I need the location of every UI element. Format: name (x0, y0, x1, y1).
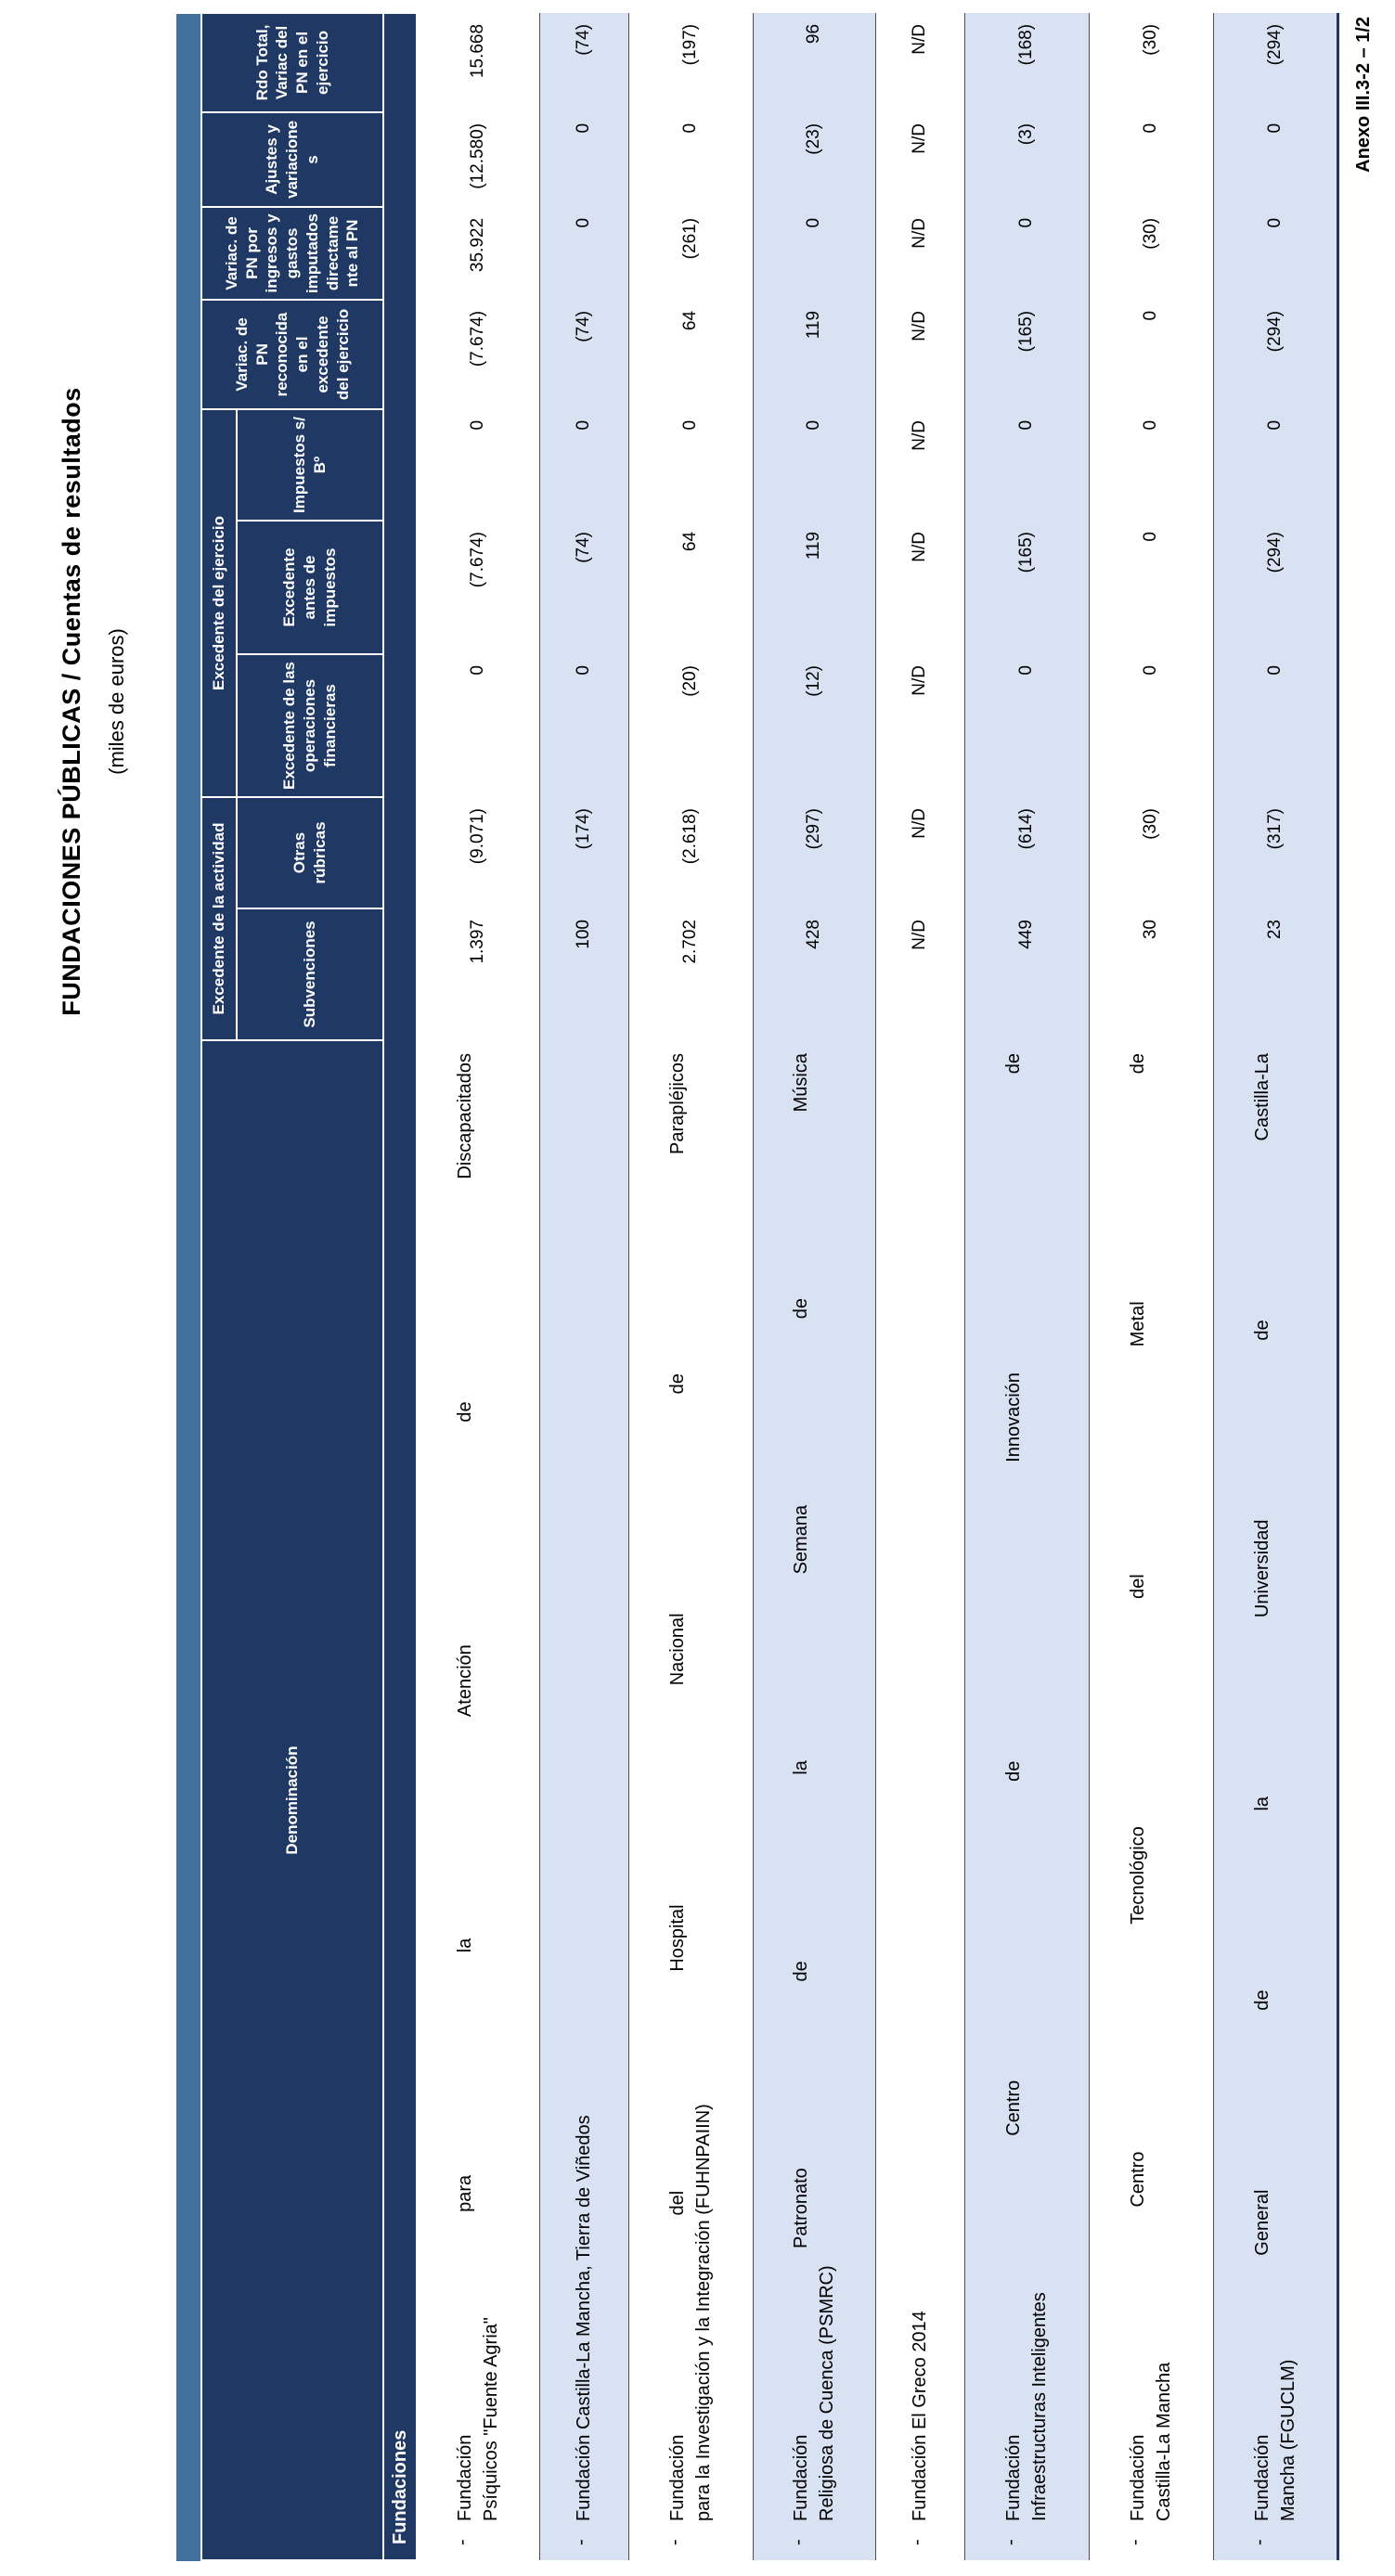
header-group-excedente-ejercicio: Excedente del ejercicio (201, 409, 237, 797)
value-cell: (7.674) (417, 521, 539, 654)
value-cell: 100 (539, 908, 628, 1040)
denominacion-cell (753, 1040, 875, 2560)
value-cell: 0 (1213, 112, 1337, 207)
value-cell: 2.702 (628, 908, 753, 1040)
value-cell: (165) (964, 521, 1089, 654)
fundaciones-results-table (200, 12, 1339, 2561)
fundacion-name: Fundación del Hospital Nacional de Parapléjicos para la Investigación y la Integración (FUHNPAIIN) (667, 1053, 714, 2521)
value-cell: (294) (1213, 521, 1337, 654)
value-cell: N/D (875, 112, 964, 207)
value-cell: 35.922 (417, 207, 539, 300)
row-dash-marker: - (788, 2539, 808, 2545)
title-block (58, 312, 129, 1091)
value-cell: 0 (1213, 409, 1337, 521)
value-cell: 119 (753, 521, 875, 654)
denominacion-cell (964, 1040, 1089, 2560)
fundacion-name: Fundación Centro Tecnológico del Metal de Castilla-La Mancha (1128, 1053, 1174, 2521)
denominacion-cell (875, 1040, 964, 2560)
table-row (1213, 13, 1337, 2560)
value-cell: (20) (628, 654, 753, 797)
row-dash-marker: - (907, 2539, 927, 2545)
header-rdo-total: Rdo Total, Variac del PN en el ejercicio (201, 13, 383, 112)
value-cell: (12.580) (417, 112, 539, 207)
header-subvenciones: Subvenciones (237, 908, 383, 1040)
header-group-excedente-actividad: Excedente de la actividad (201, 797, 237, 1040)
header-ajustes-variaciones: Ajustes y variaciones (201, 112, 383, 207)
header-variac-pn-imputados: Variac. de PN por ingresos y gastos imputados directamente al PN (201, 207, 383, 300)
fundacion-name: Fundación Patronato de la Semana de Música Religiosa de Cuenca (PSMRC) (791, 1053, 837, 2521)
table-row (628, 13, 753, 2560)
value-cell: 96 (753, 13, 875, 112)
value-cell: 0 (539, 654, 628, 797)
value-cell: 0 (417, 409, 539, 521)
value-cell: 0 (628, 112, 753, 207)
value-cell: 0 (1089, 521, 1213, 654)
header-group-row (201, 13, 237, 2560)
value-cell: (197) (628, 13, 753, 112)
table-row (964, 13, 1089, 2560)
value-cell: (168) (964, 13, 1089, 112)
value-cell: 0 (628, 409, 753, 521)
row-dash-marker: - (571, 2539, 591, 2545)
value-cell: (317) (1213, 797, 1337, 908)
value-cell: 0 (1089, 409, 1213, 521)
value-cell: 428 (753, 908, 875, 1040)
value-cell: N/D (875, 409, 964, 521)
value-cell: 23 (1213, 908, 1337, 1040)
denominacion-cell (539, 1040, 628, 2560)
value-cell: 0 (753, 207, 875, 300)
value-cell: 0 (964, 409, 1089, 521)
value-cell: (12) (753, 654, 875, 797)
value-cell: N/D (875, 654, 964, 797)
fundacion-name: Fundación El Greco 2014 (910, 2311, 930, 2521)
value-cell: 0 (964, 654, 1089, 797)
value-cell: 0 (1213, 207, 1337, 300)
value-cell: 0 (964, 207, 1089, 300)
denominacion-cell (628, 1040, 753, 2560)
header-excedente-antes-impuestos: Excedente antes de impuestos (237, 521, 383, 654)
fundacion-name: Fundación para la Atención de Discapacitados Psíquicos "Fuente Agria" (455, 1053, 502, 2521)
row-dash-marker: - (665, 2539, 685, 2545)
value-cell: N/D (875, 908, 964, 1040)
value-cell: N/D (875, 13, 964, 112)
section-row-fundaciones (383, 13, 417, 2560)
value-cell: (74) (539, 13, 628, 112)
value-cell: (30) (1089, 207, 1213, 300)
value-cell: 0 (753, 409, 875, 521)
value-cell: 0 (539, 207, 628, 300)
value-cell: N/D (875, 521, 964, 654)
annex-label: Anexo III.3-2 – 1/2 (1353, 17, 1374, 173)
value-cell: 64 (628, 300, 753, 409)
value-cell: (261) (628, 207, 753, 300)
value-cell: (9.071) (417, 797, 539, 908)
header-denominacion: Denominación (201, 1040, 383, 2560)
table-row (1089, 13, 1213, 2560)
fundacion-name: Fundación Centro de Innovación de Infraestructuras Inteligentes (1003, 1053, 1050, 2521)
value-cell: 1.397 (417, 908, 539, 1040)
row-dash-marker: - (1248, 2539, 1270, 2545)
row-dash-marker: - (1125, 2539, 1145, 2545)
value-cell: 30 (1089, 908, 1213, 1040)
value-cell: (294) (1213, 300, 1337, 409)
value-cell: N/D (875, 797, 964, 908)
value-cell: 449 (964, 908, 1089, 1040)
header-otras-rubricas: Otras rúbricas (237, 797, 383, 908)
fundacion-name: Fundación General de la Universidad de Castilla-La Mancha (FGUCLM) (1251, 1053, 1298, 2521)
value-cell: (74) (539, 300, 628, 409)
value-cell: (297) (753, 797, 875, 908)
value-cell: 0 (1213, 654, 1337, 797)
value-cell: (174) (539, 797, 628, 908)
value-cell: (30) (1089, 797, 1213, 908)
table-top-border-band (176, 14, 200, 2561)
value-cell: 0 (1089, 654, 1213, 797)
value-cell: 0 (417, 654, 539, 797)
header-excedente-operaciones-financieras: Excedente de las operaciones financieras (237, 654, 383, 797)
denominacion-cell (1089, 1040, 1213, 2560)
table-row (753, 13, 875, 2560)
value-cell: (74) (539, 521, 628, 654)
value-cell: 0 (539, 112, 628, 207)
value-cell: (614) (964, 797, 1089, 908)
value-cell: 15.668 (417, 13, 539, 112)
table-row (539, 13, 628, 2560)
value-cell: 0 (1089, 112, 1213, 207)
row-dash-marker: - (1001, 2539, 1021, 2545)
value-cell: 119 (753, 300, 875, 409)
value-cell: N/D (875, 207, 964, 300)
denominacion-cell (1213, 1040, 1337, 2560)
value-cell: (294) (1213, 13, 1337, 112)
value-cell: (2.618) (628, 797, 753, 908)
page-title: FUNDACIONES PÚBLICAS / Cuentas de resultados (58, 387, 85, 1016)
page-subtitle: (miles de euros) (105, 628, 128, 775)
table-row (417, 13, 539, 2560)
value-cell: (30) (1089, 13, 1213, 112)
value-cell: N/D (875, 300, 964, 409)
header-variac-pn-reconocida: Variac. de PN reconocida en el excedente del ejercicio (201, 300, 383, 409)
table-row (875, 13, 964, 2560)
section-label: Fundaciones (383, 13, 417, 2560)
value-cell: 0 (539, 409, 628, 521)
fundacion-name: Fundación Castilla-La Mancha, Tierra de Viñedos (574, 2115, 594, 2521)
value-cell: (165) (964, 300, 1089, 409)
header-impuestos: Impuestos s/ Bº (237, 409, 383, 521)
value-cell: (23) (753, 112, 875, 207)
value-cell: 0 (1089, 300, 1213, 409)
table-wrapper (176, 14, 1339, 2561)
value-cell: 64 (628, 521, 753, 654)
value-cell: (3) (964, 112, 1089, 207)
row-dash-marker: - (452, 2539, 473, 2545)
denominacion-cell (417, 1040, 539, 2560)
value-cell: (7.674) (417, 300, 539, 409)
